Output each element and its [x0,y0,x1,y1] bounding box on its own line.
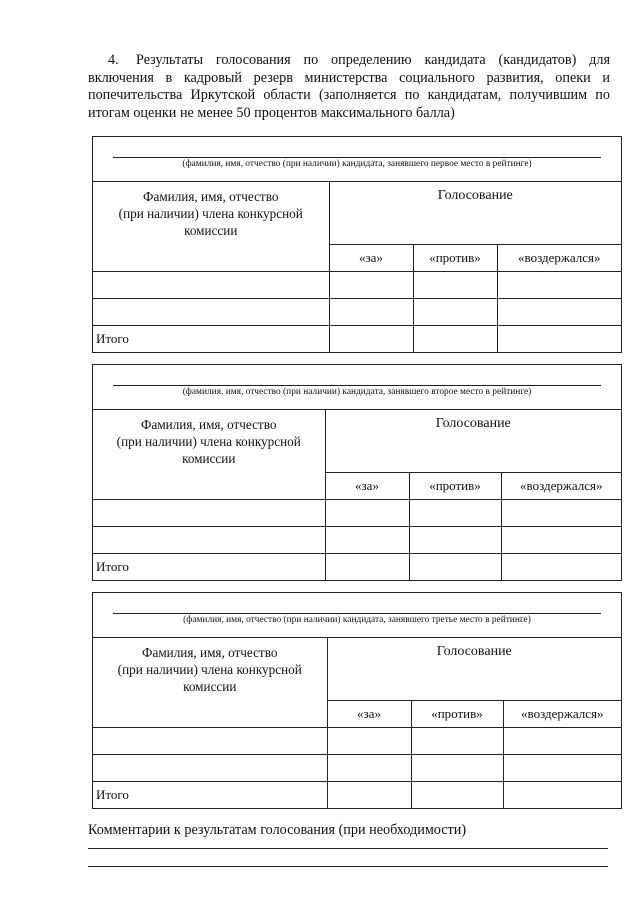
table-row [93,728,621,755]
voting-header: Голосование [329,182,621,245]
candidate-name-field [93,365,621,410]
comment-line[interactable] [88,848,608,849]
intro-text: Результаты голосования по определению кандидата (кандидатов) для включения в кадровый резерв министерства социального развития, опеки и попечительства Иркутской области (заполняется по кандидатам, получившим по итогам оценки не менее 50 процентов максимального балла) [88,52,610,121]
voting-header: Голосование [325,410,621,473]
voting-table [93,410,621,580]
candidate-caption: (фамилия, имя, отчество (при наличии) кандидата, занявшего третье место в рейтинге) [183,615,531,625]
col-for: «за» [327,701,411,728]
candidate-name-field [93,137,621,182]
member-column-header: Фамилия, имя, отчество (при наличии) члена конкурсной комиссии [93,182,329,272]
member-column-header: Фамилия, имя, отчество (при наличии) члена конкурсной комиссии [93,638,327,728]
total-row [93,782,621,809]
table-row [93,500,621,527]
candidate-table-3 [92,592,622,809]
table-row [93,755,621,782]
member-column-header: Фамилия, имя, отчество (при наличии) члена конкурсной комиссии [93,410,325,500]
section-number: 4. [108,52,119,68]
table-row [93,272,621,299]
total-row [93,326,621,353]
candidate-caption: (фамилия, имя, отчество (при наличии) кандидата, занявшего второе место в рейтинге) [182,387,532,397]
candidate-name-line [113,157,601,158]
col-abstain: «воздержался» [497,245,621,272]
table-row [93,299,621,326]
total-label: Итого [93,782,327,809]
col-abstain: «воздержался» [503,701,621,728]
col-for: «за» [329,245,413,272]
candidate-name-line [113,385,601,386]
col-abstain: «воздержался» [501,473,621,500]
candidate-table-2 [92,364,622,581]
intro-paragraph [88,52,610,122]
comment-label: Комментарии к результатам голосования (при необходимости) [88,822,467,838]
total-row [93,554,621,581]
col-against: «против» [411,701,503,728]
voting-table [93,638,621,808]
col-against: «против» [413,245,497,272]
candidate-caption: (фамилия, имя, отчество (при наличии) кандидата, занявшего первое место в рейтинге) [182,159,532,169]
total-label: Итого [93,554,325,581]
table-row [93,527,621,554]
candidate-name-line [113,613,601,614]
voting-header: Голосование [327,638,621,701]
candidate-name-field [93,593,621,638]
voting-table [93,182,621,352]
total-label: Итого [93,326,329,353]
candidate-table-1 [92,136,622,353]
col-for: «за» [325,473,409,500]
comment-line[interactable] [88,866,608,867]
col-against: «против» [409,473,501,500]
